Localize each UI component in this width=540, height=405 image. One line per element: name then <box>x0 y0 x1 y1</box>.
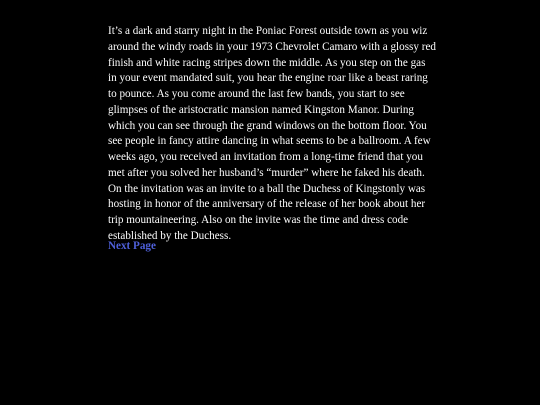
next-page-link[interactable]: Next Page <box>108 240 156 252</box>
story-text: It’s a dark and starry night in the Poniac Forest outside town as you wiz around the windy roads in your 1973 Chevrolet Camaro with a glossy red finish and white racing stripes down the middle. As you step on the gas in your event mandated suit, you hear the engine roar like a beast raring to pounce. As you come around the last few bands, you start to see glimpses of the aristocratic mansion named Kingston Manor. During which you can see through the grand windows on the bottom floor. You see people in fancy attire dancing in what seems to be a ballroom. A few weeks ago, you received an invitation from a long-time friend that you met after you solved her husband’s “murder” where he faked his death. On the invitation was an invite to a ball the Duchess of Kingstonly was hosting in honor of the anniversary of the release of her book about her trip mountaineering. Also on the invite was the time and dress code established by the Duchess. <box>108 25 436 242</box>
